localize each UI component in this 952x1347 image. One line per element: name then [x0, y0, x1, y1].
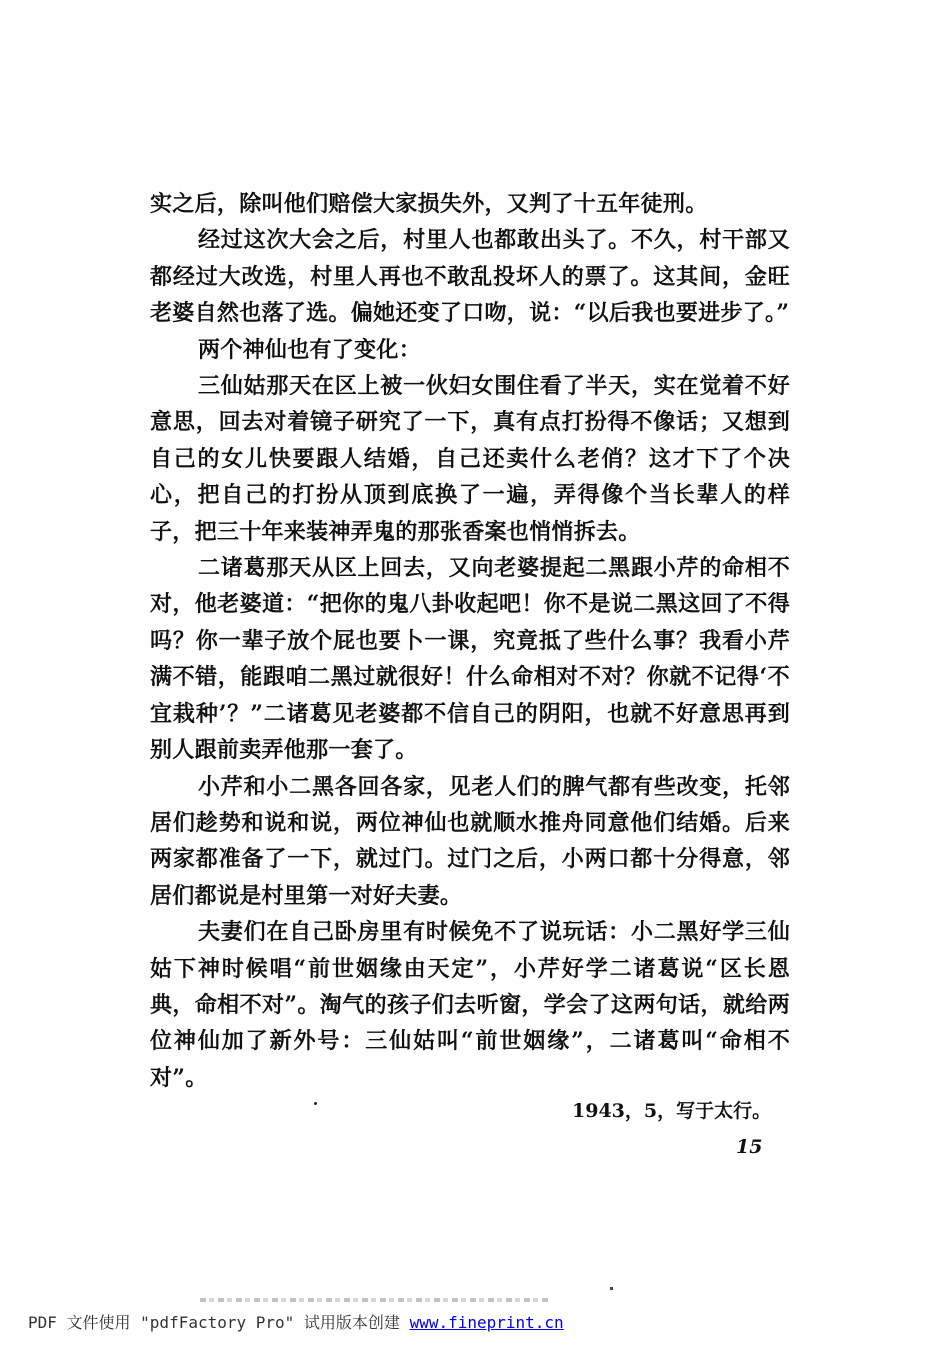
- pdf-footer: [28, 1310, 564, 1333]
- scan-speck: [314, 1102, 317, 1105]
- footer-text: PDF 文件使用 "pdfFactory Pro" 试用版本创建: [28, 1313, 410, 1332]
- paragraph-continuation: 实之后，除叫他们赔偿大家损失外，又判了十五年徒刑。: [150, 191, 708, 217]
- paragraph: 二诸葛那天从区上回去，又向老婆提起二黑跟小芹的命相不对，他老婆道：“把你的鬼八卦收起吧！你不是说二黑这回了不得吗？你一辈子放个屁也要卜一课，究竟抵了些什么事？我看小芹满不错，能跟咱二黑过就很好！什么命相对不对？你就不记得‘不宜栽种’？”二诸葛见老婆都不信自己的阴阳，也就不好意思再到别人跟前卖弄他那一套了。: [150, 555, 790, 764]
- paragraph: 夫妻们在自己卧房里有时候免不了说玩话：小二黑好学三仙姑下神时候唱“前世姻缘由天定”，小芹好学二诸葛说“区长恩典，命相不对”。淘气的孩子们去听窗，学会了这两句话，就给两位神仙加了新外号：三仙姑叫“前世姻缘”，二诸葛叫“命相不对”。: [150, 919, 790, 1091]
- footer-link[interactable]: www.fineprint.cn: [409, 1313, 564, 1332]
- body-text: [150, 186, 790, 1096]
- scan-speck: [610, 1287, 613, 1290]
- paragraph: 经过这次大会之后，村里人也都敢出头了。不久，村干部又都经过大改选，村里人再也不敢乱投坏人的票了。这其间，金旺老婆自然也落了选。偏她还变了口吻，说：“以后我也要进步了。”: [150, 227, 790, 327]
- page-number: 15: [736, 1136, 763, 1158]
- paragraph: 两个神仙也有了变化：: [198, 336, 422, 363]
- scan-artifact: [200, 1298, 550, 1302]
- date-signature: 1943，5，写于太行。: [572, 1100, 772, 1122]
- paragraph: 小芹和小二黑各回各家，见老人们的脾气都有些改变，托邻居们趁势和说和说，两位神仙也就顺水推舟同意他们结婚。后来两家都准备了一下，就过门。过门之后，小两口都十分得意，邻居们都说是村里第一对好夫妻。: [150, 773, 790, 909]
- paragraph: 三仙姑那天在区上被一伙妇女围住看了半天，实在觉着不好意思，回去对着镜子研究了一下，真有点打扮得不像话；又想到自己的女儿快要跟人结婚，自己还卖什么老俏？这才下了个决心，把自己的打扮从顶到底换了一遍，弄得像个当长辈人的样子，把三十年来装神弄鬼的那张香案也悄悄拆去。: [150, 373, 790, 545]
